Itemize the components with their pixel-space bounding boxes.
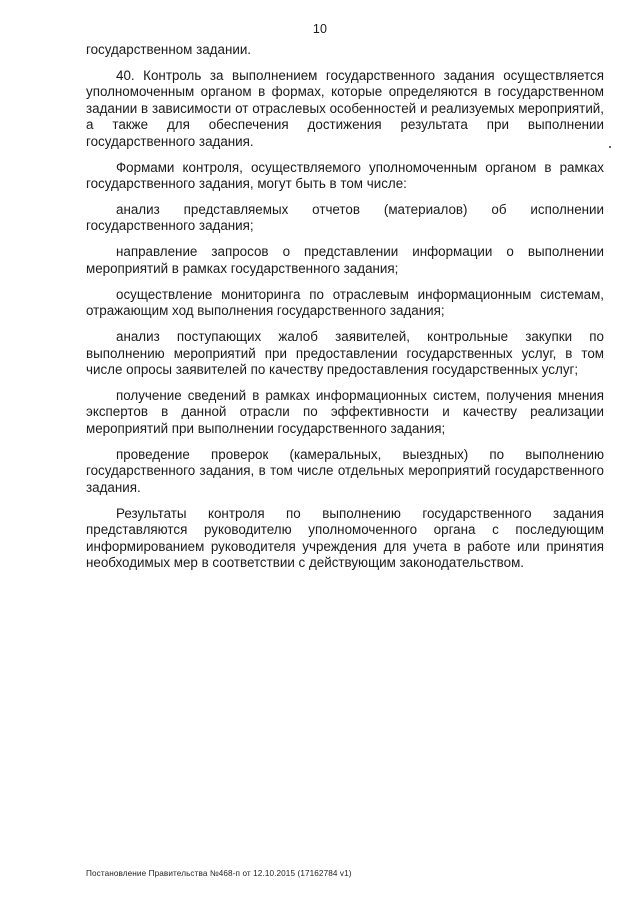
page-footer: Постановление Правительства №468-п от 12.10.2015 (17162784 v1) (86, 869, 352, 878)
list-item-complaint-analysis: анализ поступающих жалоб заявителей, контрольные закупки по выполнению мероприятий при предоставлении государственных услуг, в том числе опросы заявителей по качеству предоставления государственных услуг; (86, 329, 604, 378)
list-item-report-analysis: анализ представляемых отчетов (материалов) об исполнении государственного задания; (86, 202, 604, 234)
document-body (86, 42, 604, 581)
list-item-monitoring: осуществление мониторинга по отраслевым информационным системам, отражающим ход выполнения государственного задания; (86, 286, 604, 319)
paragraph-continuation: государственном задании. (86, 42, 252, 57)
list-item-information-gathering: получение сведений в рамках информационных систем, получения мнения экспертов в данной отрасли по эффективности и качеству реализации мероприятий при выполнении государственного задания; (86, 388, 604, 436)
paragraph-control-forms-intro: Формами контроля, осуществляемого уполномоченным органом в рамках государственного задания, могут быть в том числе: (86, 159, 604, 192)
paragraph-control-results: Результаты контроля по выполнению государственного задания представляются руководителю уполномоченного органа с последующим информированием руководителя учреждения для учета в работе или принятия необходимых мер в соответствии с действующим законодательством. (86, 505, 604, 570)
page-number: 10 (312, 22, 328, 36)
scan-artifact (609, 146, 611, 148)
list-item-inspections: проведение проверок (камеральных, выездных) по выполнению государственного задания, в том числе отдельных мероприятий государственного задания. (86, 446, 604, 495)
list-item-information-requests: направление запросов о представлении информации о выполнении мероприятий в рамках государственного задания; (86, 244, 604, 276)
paragraph-clause-40: 40. Контроль за выполнением государственного задания осуществляется уполномоченным органом в формах, которые определяются в государственном задании в зависимости от отраслевых особенностей и реализуемых мероприятий, а также для обеспечения достижения результата при выполнении государственного задания. (86, 68, 604, 149)
